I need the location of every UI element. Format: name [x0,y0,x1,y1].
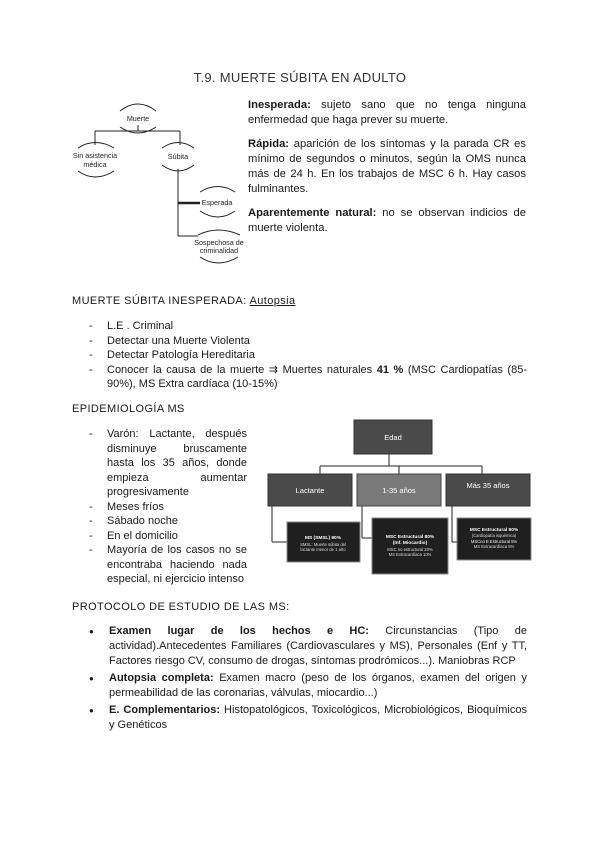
age-group-label: Más 35 años [466,481,510,490]
section-heading-autopsia: MUERTE SÚBITA INESPERADA: Autopsia [72,295,296,307]
list-item: - Conocer la causa de la muerte ⇉ Muertes naturales 41 % (MSC Cardiopatías (85-90%), MS Extra cardíaca (10-15%) [72,363,527,392]
age-detail-sub: MSC no estructural 20% [387,547,433,552]
definition-text: sujeto sano que no tenga ninguna enfermedad que haga prever su muerte. [248,99,526,126]
list-item: - Sábado noche [72,514,247,529]
age-group-label: Lactante [295,486,325,495]
autopsia-link[interactable]: Autopsia [249,295,296,307]
tree-right-label: Súbita [167,152,189,161]
age-detail-head: MS (SMSL) 90% [305,536,341,541]
definition-term: Rápida: [248,138,290,150]
list-item: ● Examen lugar de los hechos e HC: Circunstancias (Tipo de actividad).Antecedentes Familiares (Cardiovasculares y MS), Personales (Enf y TT, Factores riesgo CV, consumo de drogas, síntomas prodrómicos...). Maniobras RCP [72,624,527,669]
tree-root-label: Muerte [126,114,150,123]
age-detail-sub: MSCno E Estructural 5% [470,539,518,544]
page-title: T.9. MUERTE SÚBITA EN ADULTO [193,70,407,85]
section-heading-protocolo: PROTOCOLO DE ESTUDIO DE LAS MS: [72,601,290,613]
age-root-label: Edad [384,433,402,442]
definition-inesperada [248,98,526,128]
tree-child2-label-1: Sospechosa de [194,238,244,247]
protocol-list [72,624,527,735]
autopsia-goals-list [72,319,527,392]
list-item: - Meses fríos [72,500,247,515]
definition-term: Aparentemente natural: [248,207,377,219]
age-org-chart [262,418,532,580]
epidemiology-list [72,427,247,587]
list-item: - Mayoría de los casos no se encontraba haciendo nada especial, ni ejercicio intenso [72,543,247,587]
list-item: ● E. Complementarios: Histopatológicos, Toxicológicos, Microbiológicos, Bioquímicos y Genéticos [72,703,527,733]
definition-text: no se observan indicios de muerte violenta. [248,207,527,234]
list-item: ● Autopsia completa: Examen macro (peso de los órganos, examen del origen y permeabilidad de las coronarias, válvulas, miocardio...) [72,671,527,701]
definition-aparentemente-natural [248,206,526,236]
death-classification-tree [70,95,245,270]
age-detail-head-2: (Cardiopatía isquémica) [471,533,517,538]
list-item: - Varón: Lactante, después disminuye bruscamente hasta los 35 años, donde empieza aumentar progresivamente [72,427,247,500]
age-detail-head: MSC Estructural 90% [469,528,519,533]
tree-child1-label: Esperada [201,198,233,207]
list-item: - En el domicilio [72,529,247,544]
definition-rapida [248,137,526,197]
definition-text: aparición de los síntomas y la parada CR es mínimo de segundos o minutos, según la OMS nunca más de 24 h. En los trabajos de MSC 6 h. Hay casos fulminantes. [248,138,526,195]
tree-left-label-1: Sin asistencia [72,151,118,160]
tree-left-label-2: médica [83,160,107,169]
tree-child2-label-2: criminalidad [199,246,239,255]
list-item: - Detectar Patología Hereditaria [72,348,527,363]
age-group-label: 1-35 años [382,486,416,495]
age-detail-head: MSC Estructural 80% [385,535,435,540]
definition-term: Inesperada: [248,99,311,111]
age-detail-head-2: (Inf. Miocardio) [392,541,428,546]
list-item: - L.E . Criminal [72,319,527,334]
age-detail-sub: SMSL: Muerte súbita del [300,542,346,547]
age-detail-sub: MS Extracardíaca 5% [473,544,515,549]
section-heading-epidemiologia: EPIDEMIOLOGÍA MS [72,403,185,415]
age-detail-sub: MS Extracardíaca 10% [388,552,432,557]
list-item: - Detectar una Muerte Violenta [72,334,527,349]
age-detail-sub: lactante menor de 1 año [300,547,346,552]
